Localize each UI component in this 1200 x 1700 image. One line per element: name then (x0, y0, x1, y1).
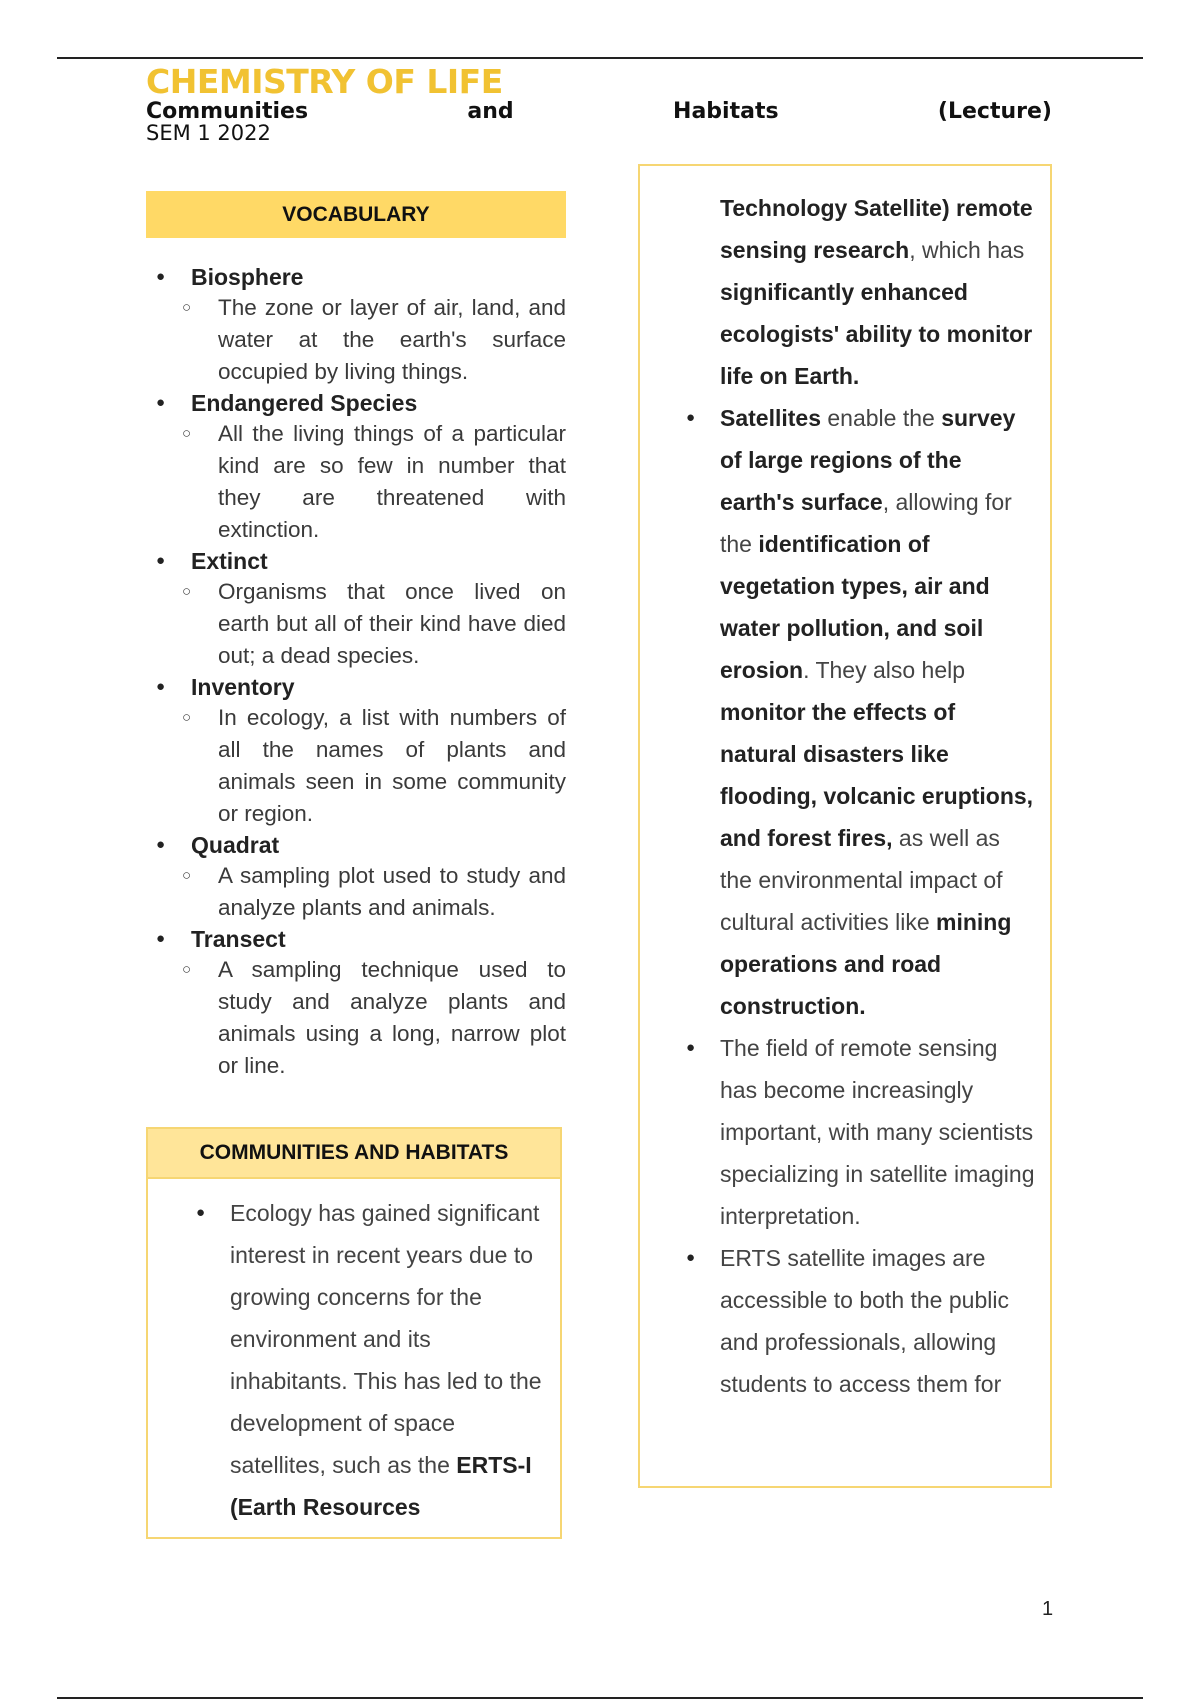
vocabulary-definition: ○ A sampling technique used to study and analyze plants and animals using a long, narrow plot or line. (146, 954, 566, 1082)
vocabulary-term: ● Inventory (146, 672, 566, 702)
semester-label: SEM 1 2022 (146, 121, 271, 145)
document-subtitle (146, 99, 1052, 124)
communities-list (148, 1179, 560, 1528)
vocabulary-heading: VOCABULARY (146, 191, 566, 238)
subtitle-word: Habitats (673, 99, 779, 124)
vocabulary-definition: ○ The zone or layer of air, land, and water at the earth's surface occupied by living things. (146, 292, 566, 388)
vocabulary-item (146, 546, 566, 672)
communities-paragraph (148, 1192, 560, 1528)
subtitle-word: (Lecture) (937, 99, 1052, 124)
vocabulary-definition: ○ In ecology, a list with numbers of all the names of plants and animals seen in some community or region. (146, 702, 566, 830)
communities-box (146, 1177, 562, 1539)
page-number: 1 (1042, 1598, 1054, 1620)
vocabulary-item (146, 672, 566, 830)
vocabulary-term: ● Extinct (146, 546, 566, 576)
vocabulary-term: ● Endangered Species (146, 388, 566, 418)
paragraph-text: , allowing for the (720, 489, 1012, 557)
subtitle-word: and (467, 99, 514, 124)
paragraph-text: enable the (821, 405, 942, 431)
vocabulary-item (146, 830, 566, 924)
vocabulary-item (146, 262, 566, 388)
paragraph-bold-text: identification of vegetation types, air and water pollution, and soil erosion (720, 531, 990, 683)
paragraph-text: . They also help (803, 657, 966, 683)
erts-images-paragraph: ● ERTS satellite images are accessible to both the public and professionals, allowing students to access them for (640, 1237, 1050, 1405)
satellites-paragraph (640, 397, 1050, 1027)
document-title: CHEMISTRY OF LIFE (146, 62, 503, 101)
paragraph-bold-text: Technology Satellite) remote sensing research (720, 195, 1033, 263)
paragraph-text: as well as the environmental impact of cultural activities like (720, 825, 1003, 935)
vocabulary-term: ● Transect (146, 924, 566, 954)
paragraph-bold-text: ERTS-I (Earth Resources (230, 1452, 532, 1520)
paragraph-text: Ecology has gained significant interest in recent years due to growing concerns for the environment and its inhabitants. This has led to the development of space satellites, such as the (230, 1200, 542, 1478)
continuation-box (638, 164, 1052, 1488)
vocabulary-definition: ○ A sampling plot used to study and analyze plants and animals. (146, 860, 566, 924)
vocabulary-term: ● Biosphere (146, 262, 566, 292)
bottom-rule (57, 1697, 1143, 1699)
paragraph-text: , which has (909, 237, 1025, 263)
vocabulary-definition: ○ Organisms that once lived on earth but all of their kind have died out; a dead species. (146, 576, 566, 672)
remote-sensing-paragraph: ● The field of remote sensing has become increasingly important, with many scientists specializing in satellite imaging interpretation. (640, 1027, 1050, 1237)
subtitle-word: Communities (146, 99, 309, 124)
vocabulary-item (146, 924, 566, 1082)
vocabulary-list (146, 262, 566, 1082)
vocabulary-item (146, 388, 566, 546)
paragraph-bold-text: significantly enhanced ecologists' ability to monitor life on Earth. (720, 279, 1033, 389)
vocabulary-term: ● Quadrat (146, 830, 566, 860)
continuation-list (640, 166, 1050, 1405)
paragraph-bold-text: survey of large regions of the earth's surface (720, 405, 1016, 515)
top-rule (57, 57, 1143, 59)
continuation-paragraph (640, 187, 1050, 397)
paragraph-bold-text: Satellites (720, 405, 821, 431)
paragraph-bold-text: mining operations and road construction. (720, 909, 1012, 1019)
communities-heading: COMMUNITIES AND HABITATS (146, 1127, 562, 1177)
vocabulary-definition: ○ All the living things of a particular kind are so few in number that they are threatened with extinction. (146, 418, 566, 546)
paragraph-bold-text: monitor the effects of natural disasters like flooding, volcanic eruptions, and forest fires, (720, 699, 1034, 851)
